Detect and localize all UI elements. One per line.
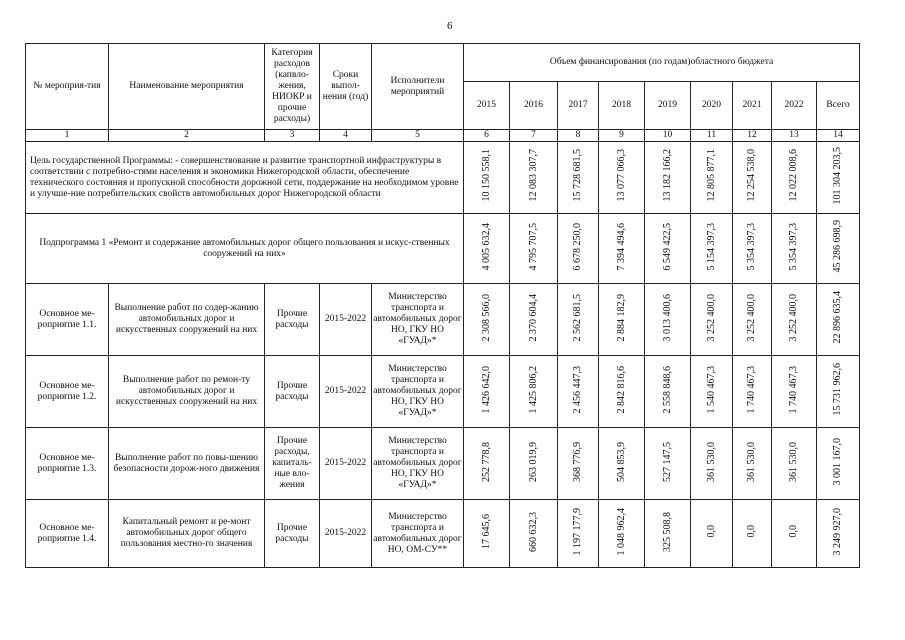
value-text: 361 530,0 — [746, 441, 757, 482]
value-cell — [464, 214, 510, 284]
header-col-name: Наименование мероприятия — [109, 44, 265, 130]
value-text: 5 354 397,3 — [746, 222, 757, 271]
value-cell — [558, 356, 599, 428]
value-text: 0,0 — [788, 525, 799, 538]
row-terms: 2015-2022 — [320, 356, 372, 428]
financing-table — [25, 43, 860, 568]
value-text: 3 252 400,0 — [705, 293, 717, 342]
index-cell: 4 — [320, 130, 372, 142]
value-text: 361 530,0 — [705, 441, 717, 482]
value-cell — [510, 428, 558, 500]
value-cell — [599, 142, 645, 214]
value-text: 1 426 642,0 — [480, 365, 492, 414]
value-text: 45 286 698,9 — [832, 220, 844, 273]
value-text: 7 394 494,6 — [615, 222, 627, 271]
value-cell — [599, 214, 645, 284]
table-row — [26, 500, 860, 568]
value-cell — [817, 356, 860, 428]
row-name: Капитальный ремонт и ре-монт автомобильных дорог общего пользования местно-го значения — [109, 500, 265, 568]
value-cell — [772, 142, 817, 214]
value-text: 1 740 467,3 — [788, 365, 799, 414]
value-text: 15 728 681,5 — [572, 149, 583, 202]
value-text: 1 197 177,9 — [572, 507, 583, 556]
header-col-financing: Объем финансирования (по годам)областного бюджета — [464, 44, 860, 82]
value-text: 660 632,3 — [527, 511, 539, 552]
value-text: 17 645,6 — [480, 514, 492, 549]
index-cell: 6 — [464, 130, 510, 142]
index-cell: 11 — [691, 130, 733, 142]
value-cell — [645, 142, 691, 214]
value-cell — [510, 500, 558, 568]
value-cell — [691, 284, 733, 356]
header-col-num: № мероприя-тия — [26, 44, 109, 130]
row-terms: 2015-2022 — [320, 284, 372, 356]
value-cell — [510, 284, 558, 356]
value-text: 6 549 422,5 — [661, 222, 673, 271]
index-cell: 13 — [772, 130, 817, 142]
value-text: 2 562 681,5 — [572, 293, 583, 342]
value-cell — [645, 428, 691, 500]
row-num: Основное ме-роприятие 1.3. — [26, 428, 109, 500]
value-cell — [558, 500, 599, 568]
value-text: 12 083 307,7 — [527, 149, 539, 202]
value-text: 0,0 — [746, 525, 757, 538]
year-header: 2022 — [772, 82, 817, 130]
value-cell — [464, 428, 510, 500]
value-cell — [558, 142, 599, 214]
value-text: 22 896 635,4 — [832, 291, 844, 344]
index-cell: 5 — [372, 130, 464, 142]
index-cell: 12 — [733, 130, 772, 142]
year-header: Всего — [817, 82, 860, 130]
subprogram-text: Подпрограмма 1 «Ремонт и содержание автомобильных дорог общего пользования и искус-ственных сооружений на них» — [26, 214, 464, 284]
value-text: 325 508,8 — [661, 511, 673, 552]
value-cell — [817, 214, 860, 284]
index-cell: 8 — [558, 130, 599, 142]
value-cell — [772, 428, 817, 500]
page-number: 6 — [447, 20, 453, 32]
row-terms: 2015-2022 — [320, 500, 372, 568]
index-cell: 14 — [817, 130, 860, 142]
value-cell — [733, 214, 772, 284]
value-cell — [772, 284, 817, 356]
value-cell — [691, 356, 733, 428]
value-text: 1 048 962,4 — [615, 507, 627, 556]
value-text: 527 147,5 — [661, 441, 673, 482]
year-header: 2017 — [558, 82, 599, 130]
row-category: Прочие расходы — [265, 284, 320, 356]
value-text: 263 019,9 — [527, 441, 539, 482]
value-text: 3 252 400,0 — [746, 293, 757, 342]
value-text: 4 795 707,5 — [527, 222, 539, 271]
value-text: 12 022 008,6 — [788, 149, 799, 202]
value-text: 4 005 632,4 — [480, 222, 492, 271]
value-cell — [464, 142, 510, 214]
row-executor: Министерство транспорта и автомобильных дорог НО, ГКУ НО «ГУАД»* — [372, 428, 464, 500]
value-cell — [599, 356, 645, 428]
row-executor: Министерство транспорта и автомобильных дорог НО, ГКУ НО «ГУАД»* — [372, 284, 464, 356]
value-cell — [691, 142, 733, 214]
table-row — [26, 428, 860, 500]
value-cell — [510, 356, 558, 428]
goal-text: Цель государственной Программы: - совершенствование и развитие транспортной инфраструктуры в соответствии с потребно-стями населения и экономики Нижегородской области, обеспечение технического состояния и пропускной способности дорожной сети, поддержание на необходимом уровне и улучше-ние потребительских свойств автомобильных дорог Нижегородской области — [26, 142, 464, 214]
index-cell: 10 — [645, 130, 691, 142]
year-header: 2021 — [733, 82, 772, 130]
value-cell — [599, 428, 645, 500]
value-text: 13 077 066,3 — [615, 149, 627, 202]
value-text: 252 778,8 — [480, 441, 492, 482]
value-cell — [733, 284, 772, 356]
value-text: 12 805 877,1 — [705, 149, 717, 202]
value-cell — [645, 284, 691, 356]
value-text: 361 530,0 — [788, 441, 799, 482]
value-text: 504 853,9 — [615, 441, 627, 482]
index-cell: 1 — [26, 130, 109, 142]
year-header: 2018 — [599, 82, 645, 130]
index-cell: 2 — [109, 130, 265, 142]
index-cell: 3 — [265, 130, 320, 142]
value-text: 3 249 927,0 — [832, 507, 844, 556]
row-num: Основное ме-роприятие 1.4. — [26, 500, 109, 568]
header-row-1 — [26, 44, 860, 82]
value-text: 5 154 397,3 — [705, 222, 717, 271]
value-text: 2 456 447,3 — [572, 365, 583, 414]
row-category: Прочие расходы — [265, 356, 320, 428]
value-cell — [599, 284, 645, 356]
value-text: 0,0 — [705, 525, 717, 538]
year-header: 2019 — [645, 82, 691, 130]
row-category: Прочие расходы, капиталь-ные вло-жения — [265, 428, 320, 500]
value-cell — [817, 284, 860, 356]
value-cell — [691, 214, 733, 284]
value-text: 101 304 203,5 — [832, 146, 844, 205]
value-text: 2 842 816,6 — [615, 365, 627, 414]
value-cell — [558, 428, 599, 500]
row-num: Основное ме-роприятие 1.1. — [26, 284, 109, 356]
value-text: 1 740 467,3 — [746, 365, 757, 414]
value-cell — [691, 500, 733, 568]
value-text: 13 182 166,2 — [661, 149, 673, 202]
value-cell — [691, 428, 733, 500]
value-text: 6 678 250,0 — [572, 222, 583, 271]
value-cell — [772, 356, 817, 428]
value-text: 1 425 806,2 — [527, 365, 539, 414]
row-name: Выполнение работ по содер-жанию автомобильных дорог и искусственных сооружений на них — [109, 284, 265, 356]
value-text: 2 558 848,6 — [661, 365, 673, 414]
table-row — [26, 284, 860, 356]
value-text: 1 540 467,3 — [705, 365, 717, 414]
table-row — [26, 356, 860, 428]
value-cell — [733, 356, 772, 428]
goal-row — [26, 142, 860, 214]
value-cell — [772, 214, 817, 284]
value-cell — [464, 356, 510, 428]
row-terms: 2015-2022 — [320, 428, 372, 500]
year-header: 2016 — [510, 82, 558, 130]
value-text: 3 252 400,0 — [788, 293, 799, 342]
value-cell — [558, 214, 599, 284]
value-cell — [817, 428, 860, 500]
index-cell: 9 — [599, 130, 645, 142]
header-col-terms: Сроки выпол-нения (год) — [320, 44, 372, 130]
value-cell — [464, 500, 510, 568]
year-header: 2020 — [691, 82, 733, 130]
value-text: 5 354 397,3 — [788, 222, 799, 271]
value-cell — [645, 214, 691, 284]
value-cell — [510, 214, 558, 284]
value-cell — [645, 500, 691, 568]
value-cell — [733, 428, 772, 500]
row-category: Прочие расходы — [265, 500, 320, 568]
value-cell — [817, 142, 860, 214]
value-cell — [772, 500, 817, 568]
value-cell — [645, 356, 691, 428]
value-text: 2 884 182,9 — [615, 293, 627, 342]
value-cell — [464, 284, 510, 356]
value-cell — [510, 142, 558, 214]
value-text: 2 308 566,0 — [480, 293, 492, 342]
value-text: 15 731 962,6 — [832, 363, 844, 416]
value-cell — [599, 500, 645, 568]
subprogram-row — [26, 214, 860, 284]
value-text: 10 150 558,1 — [480, 149, 492, 202]
index-row — [26, 130, 860, 142]
value-text: 368 776,9 — [572, 441, 583, 482]
header-col-executors: Исполнители мероприятий — [372, 44, 464, 130]
value-text: 3 013 400,6 — [661, 293, 673, 342]
value-text: 3 001 167,0 — [832, 437, 844, 486]
row-num: Основное ме-роприятие 1.2. — [26, 356, 109, 428]
row-name: Выполнение работ по ремон-ту автомобильных дорог и искусственных сооружений на них — [109, 356, 265, 428]
header-col-category: Категория расходов (капвло-жения, НИОКР и прочие расходы) — [265, 44, 320, 130]
row-executor: Министерство транспорта и автомобильных дорог НО, ОМ-СУ** — [372, 500, 464, 568]
value-text: 2 370 604,4 — [527, 293, 539, 342]
value-text: 12 254 538,0 — [746, 149, 757, 202]
row-name: Выполнение работ по повы-шению безопасности дорож-ного движения — [109, 428, 265, 500]
year-header: 2015 — [464, 82, 510, 130]
index-cell: 7 — [510, 130, 558, 142]
value-cell — [733, 500, 772, 568]
row-executor: Министерство транспорта и автомобильных дорог НО, ГКУ НО «ГУАД»* — [372, 356, 464, 428]
value-cell — [558, 284, 599, 356]
value-cell — [817, 500, 860, 568]
value-cell — [733, 142, 772, 214]
